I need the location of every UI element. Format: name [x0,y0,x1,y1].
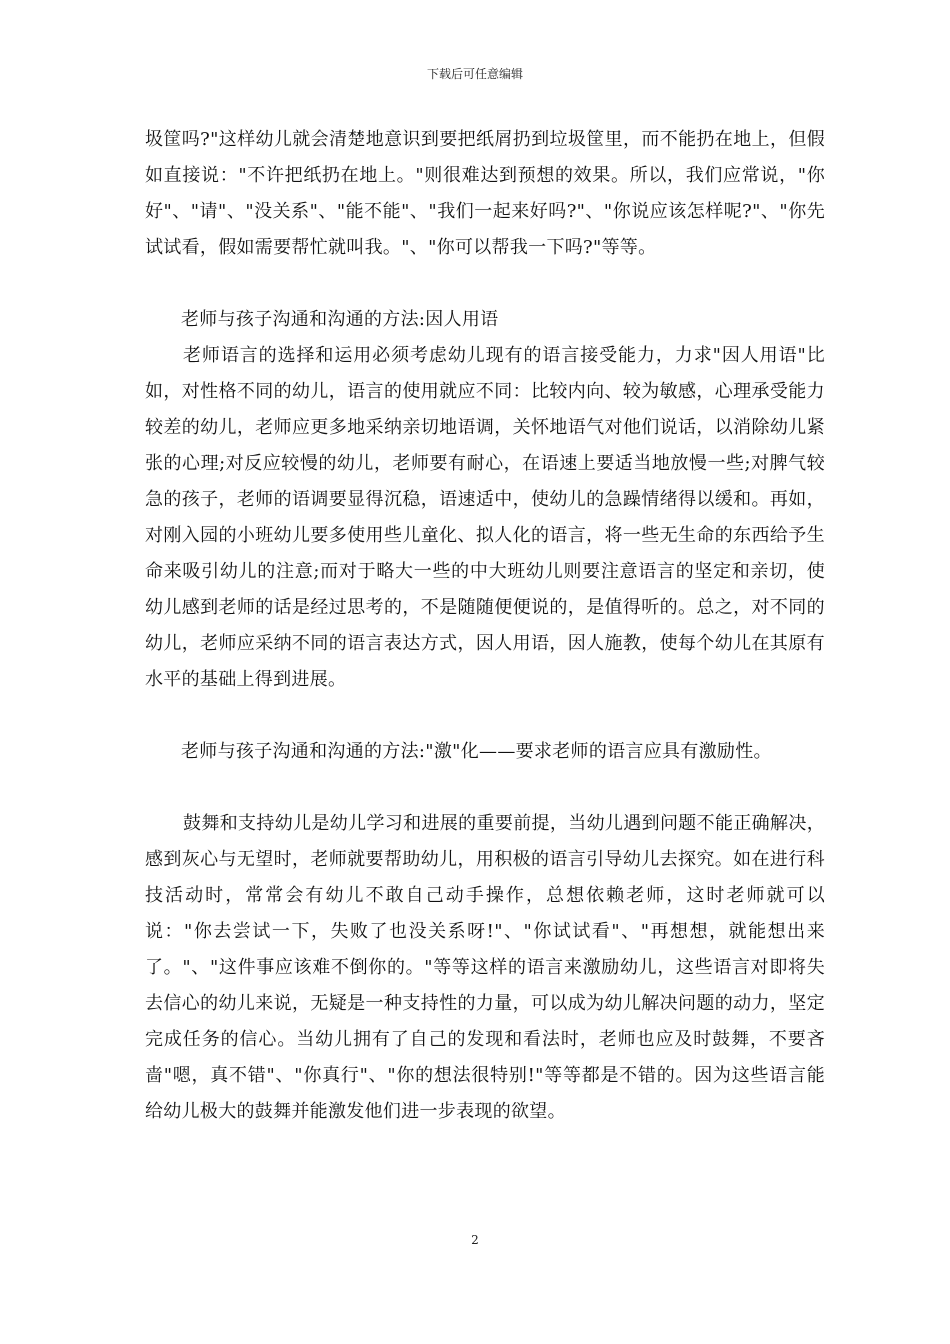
section-heading-encouragement: 老师与孩子沟通和沟通的方法:"激"化——要求老师的语言应具有激励性。 [181,741,772,762]
paragraph-encouragement: 鼓舞和支持幼儿是幼儿学习和进展的重要前提，当幼儿遇到问题不能正确解决，感到灰心与无望时，老师就要帮助幼儿，用积极的语言引导幼儿去探究。如在进行科技活动时，常常会有幼儿不敢自己动手操作，总想依赖老师，这时老师就可以说："你去尝试一下，失败了也没关系呀!"、"你试试看"、"再想想，就能想出来了。"、"这件事应该难不倒你的。"等等这样的语言来激励幼儿，这些语言对即将失去信心的幼儿来说，无疑是一种支持性的力量，可以成为幼儿解决问题的动力，坚定完成任务的信心。当幼儿拥有了自己的发现和看法时，老师也应及时鼓舞，不要吝啬"嗯，真不错"、"你真行"、"你的想法很特别!"等等都是不错的。因为这些语言能给幼儿极大的鼓舞并能激发他们进一步表现的欲望。 [145,813,825,1122]
page-header: 下载后可任意编辑 [426,67,523,81]
document-body [145,122,825,1130]
paragraph-people-language: 老师语言的选择和运用必须考虑幼儿现有的语言接受能力，力求"因人用语"比如，对性格不同的幼儿，语言的使用就应不同：比较内向、较为敏感，心理承受能力较差的幼儿，老师应更多地采纳亲切地语调，关怀地语气对他们说话，以消除幼儿紧张的心理;对反应较慢的幼儿，老师要有耐心，在语速上要适当地放慢一些;对脾气较急的孩子，老师的语调要显得沉稳，语速适中，使幼儿的急躁情绪得以缓和。再如，对刚入园的小班幼儿要多使用些儿童化、拟人化的语言，将一些无生命的东西给予生命来吸引幼儿的注意;而对于略大一些的中大班幼儿则要注意语言的坚定和亲切，使幼儿感到老师的话是经过思考的，不是随随便便说的，是值得听的。总之，对不同的幼儿，老师应采纳不同的语言表达方式，因人用语，因人施教，使每个幼儿在其原有水平的基础上得到进展。 [145,345,825,690]
page-number: 2 [471,1233,479,1247]
section-heading-people-language: 老师与孩子沟通和沟通的方法:因人用语 [181,309,499,330]
paragraph-continuation: 圾筐吗?"这样幼儿就会清楚地意识到要把纸屑扔到垃圾筐里，而不能扔在地上，但假如直接说："不许把纸扔在地上。"则很难达到预想的效果。所以，我们应常说，"你好"、"请"、"没关系"、"能不能"、"我们一起来好吗?"、"你说应该怎样呢?"、"你先试试看，假如需要帮忙就叫我。"、"你可以帮我一下吗?"等等。 [145,129,825,258]
